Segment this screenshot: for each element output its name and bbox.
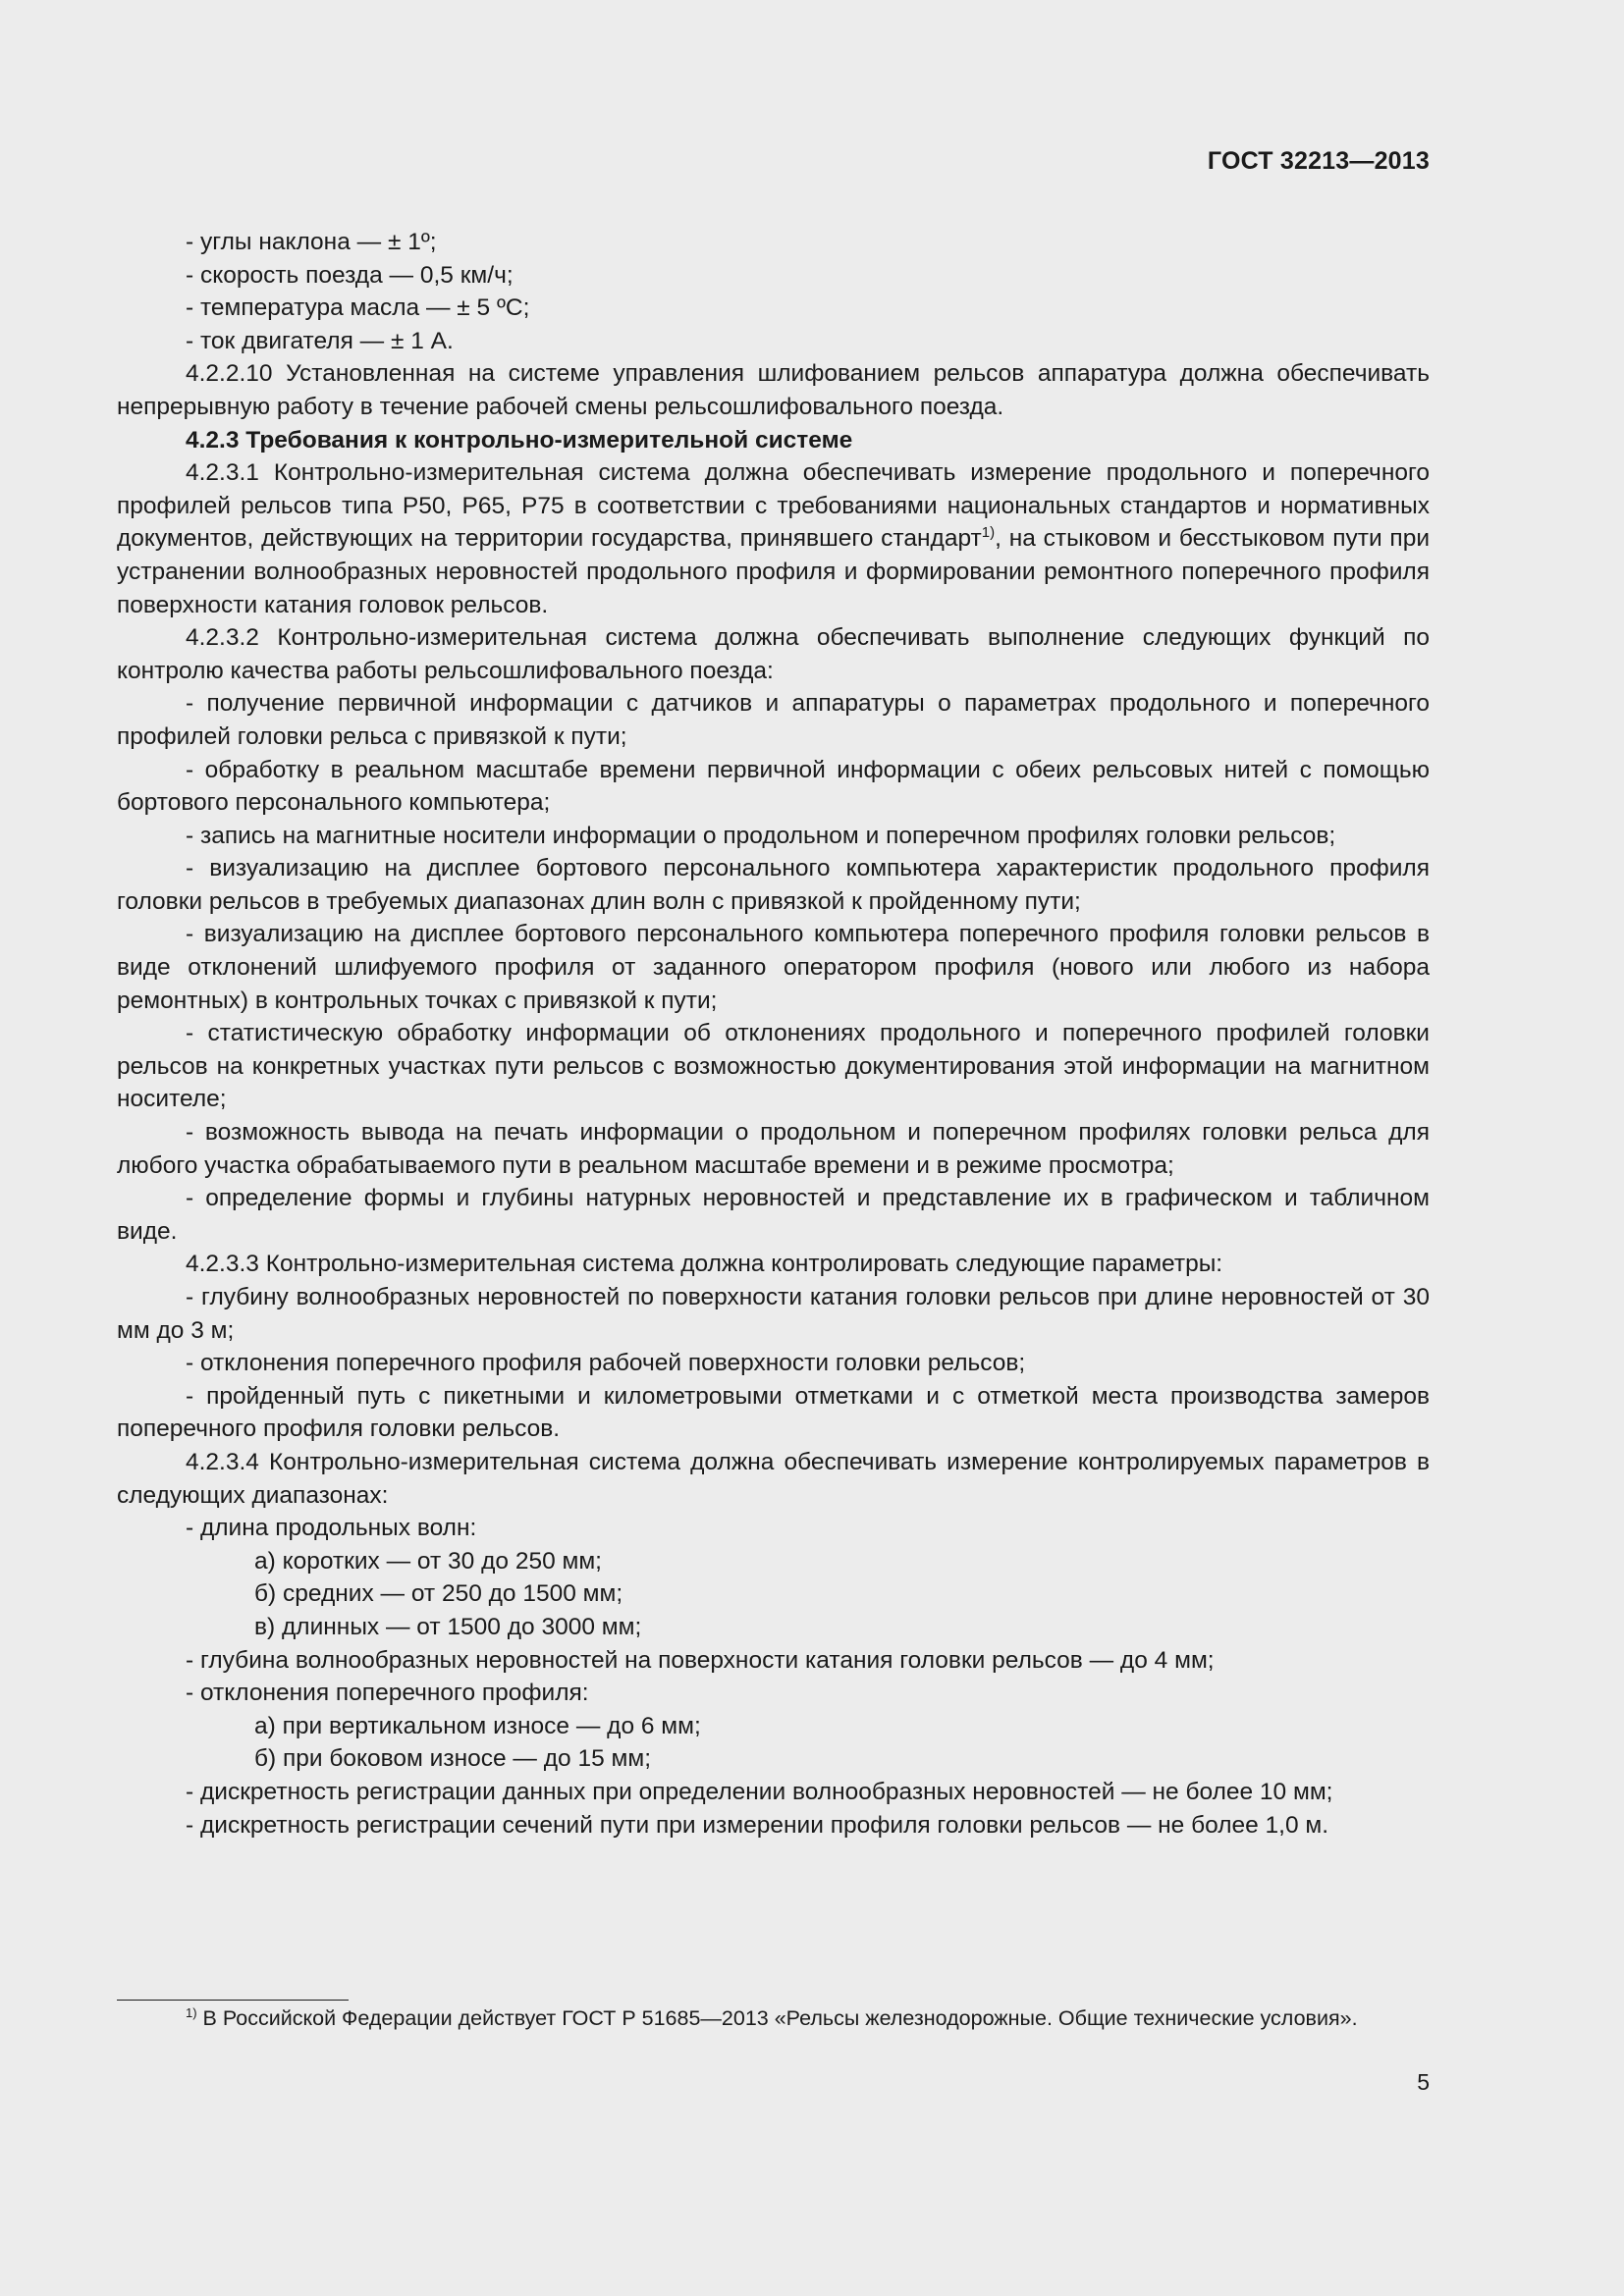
sub-list-item: б) при боковом износе — до 15 мм; (254, 1745, 652, 1773)
sub-list-item: а) коротких — от 30 до 250 мм; (254, 1547, 602, 1575)
list-item: - дискретность регистрации сечений пути при измерении профиля головки рельсов — не более 1,0 м. (186, 1811, 1329, 1839)
list-item: - ток двигателя — ± 1 А. (186, 327, 454, 354)
list-item: - визуализацию на дисплее бортового персонального компьютера поперечного профиля головки рельсов в виде отклонений шлифуемого профиля от заданного оператором профиля (нового или любого из набора ремонтных) в контрольных точках с привязкой к пути; (117, 921, 1430, 1014)
list-item: - скорость поезда — 0,5 км/ч; (186, 261, 514, 289)
sub-list-item: а) при вертикальном износе — до 6 мм; (254, 1712, 701, 1739)
paragraph-4-2-3-3: 4.2.3.3 Контрольно-измерительная система должна контролировать следующие параметры: (186, 1251, 1223, 1278)
paragraph-4-2-3-2: 4.2.3.2 Контрольно-измерительная система должна обеспечивать выполнение следующих функций по контролю качества работы рельсошлифовального поезда: (117, 624, 1430, 684)
list-item: - возможность вывода на печать информации о продольном и поперечном профилях головки рельса для любого участка обрабатываемого пути в реальном масштабе времени и в режиме просмотра; (117, 1119, 1430, 1179)
footnote-marker: 1) (186, 2005, 197, 2020)
list-item: - определение формы и глубины натурных неровностей и представление их в графическом и табличном виде. (117, 1185, 1430, 1245)
footnote (117, 2003, 1430, 2033)
sub-list-item: в) длинных — от 1500 до 3000 мм; (254, 1613, 642, 1640)
footnote-ref: 1) (981, 524, 996, 542)
sub-list-item: б) средних — от 250 до 1500 мм; (254, 1580, 623, 1608)
list-item: - длина продольных волн: (186, 1515, 477, 1542)
footnote-divider (117, 2000, 349, 2001)
footnote-text: В Российской Федерации действует ГОСТ Р 51685—2013 «Рельсы железнодорожные. Общие технические условия». (196, 2006, 1358, 2030)
list-item: - статистическую обработку информации об отклонениях продольного и поперечного профилей головки рельсов на конкретных участках пути рельсов с возможностью документирования этой информации на магнитном носителе; (117, 1020, 1430, 1113)
document-body (117, 226, 1430, 1842)
list-item: - температура масла — ± 5 ºС; (186, 294, 530, 322)
list-item: - отклонения поперечного профиля: (186, 1680, 589, 1707)
list-item: - пройденный путь с пикетными и километровыми отметками и с отметкой места производства замеров поперечного профиля головки рельсов. (117, 1382, 1430, 1443)
list-item: - углы наклона — ± 1º; (186, 229, 437, 255)
paragraph-text: 4.2.3.1 Контрольно-измерительная система должна обеспечивать измерение продольного и поперечного профилей рельсов типа Р50, Р65, Р75 в соответствии с требованиями национальных стандартов и нормативных документов, действующих на территории государства, принявшего стандарт (117, 459, 1430, 553)
list-item: - отклонения поперечного профиля рабочей поверхности головки рельсов; (186, 1350, 1026, 1377)
list-item: - глубину волнообразных неровностей по поверхности катания головки рельсов при длине неровностей от 30 мм до 3 м; (117, 1284, 1430, 1344)
page-number: 5 (1417, 2069, 1430, 2095)
section-heading-4-2-3: 4.2.3 Требования к контрольно-измерительной системе (186, 426, 853, 454)
paragraph-text-continued: , на стыковом и бесстыковом пути при устранении волнообразных неровностей продольного профиля и формировании ремонтного поперечного профиля поверхности катания головок рельсов. (117, 525, 1430, 618)
list-item: - получение первичной информации с датчиков и аппаратуры о параметрах продольного и поперечного профилей головки рельса с привязкой к пути; (117, 690, 1430, 750)
list-item: - дискретность регистрации данных при определении волнообразных неровностей — не более 10 мм; (186, 1778, 1333, 1805)
list-item: - глубина волнообразных неровностей на поверхности катания головки рельсов — до 4 мм; (186, 1646, 1215, 1674)
paragraph-4-2-2-10: 4.2.2.10 Установленная на системе управления шлифованием рельсов аппаратура должна обеспечивать непрерывную работу в течение рабочей смены рельсошлифовального поезда. (117, 360, 1430, 420)
list-item: - обработку в реальном масштабе времени первичной информации с обеих рельсовых нитей с помощью бортового персонального компьютера; (117, 756, 1430, 817)
paragraph-4-2-3-4: 4.2.3.4 Контрольно-измерительная система должна обеспечивать измерение контролируемых параметров в следующих диапазонах: (117, 1448, 1430, 1509)
paragraph-4-2-3-1 (117, 456, 1430, 621)
list-item: - визуализацию на дисплее бортового персонального компьютера характеристик продольного профиля головки рельсов в требуемых диапазонах длин волн с привязкой к пройденному пути; (117, 855, 1430, 915)
list-item: - запись на магнитные носители информации о продольном и поперечном профилях головки рельсов; (186, 822, 1336, 849)
document-code-header: ГОСТ 32213—2013 (1207, 147, 1430, 175)
